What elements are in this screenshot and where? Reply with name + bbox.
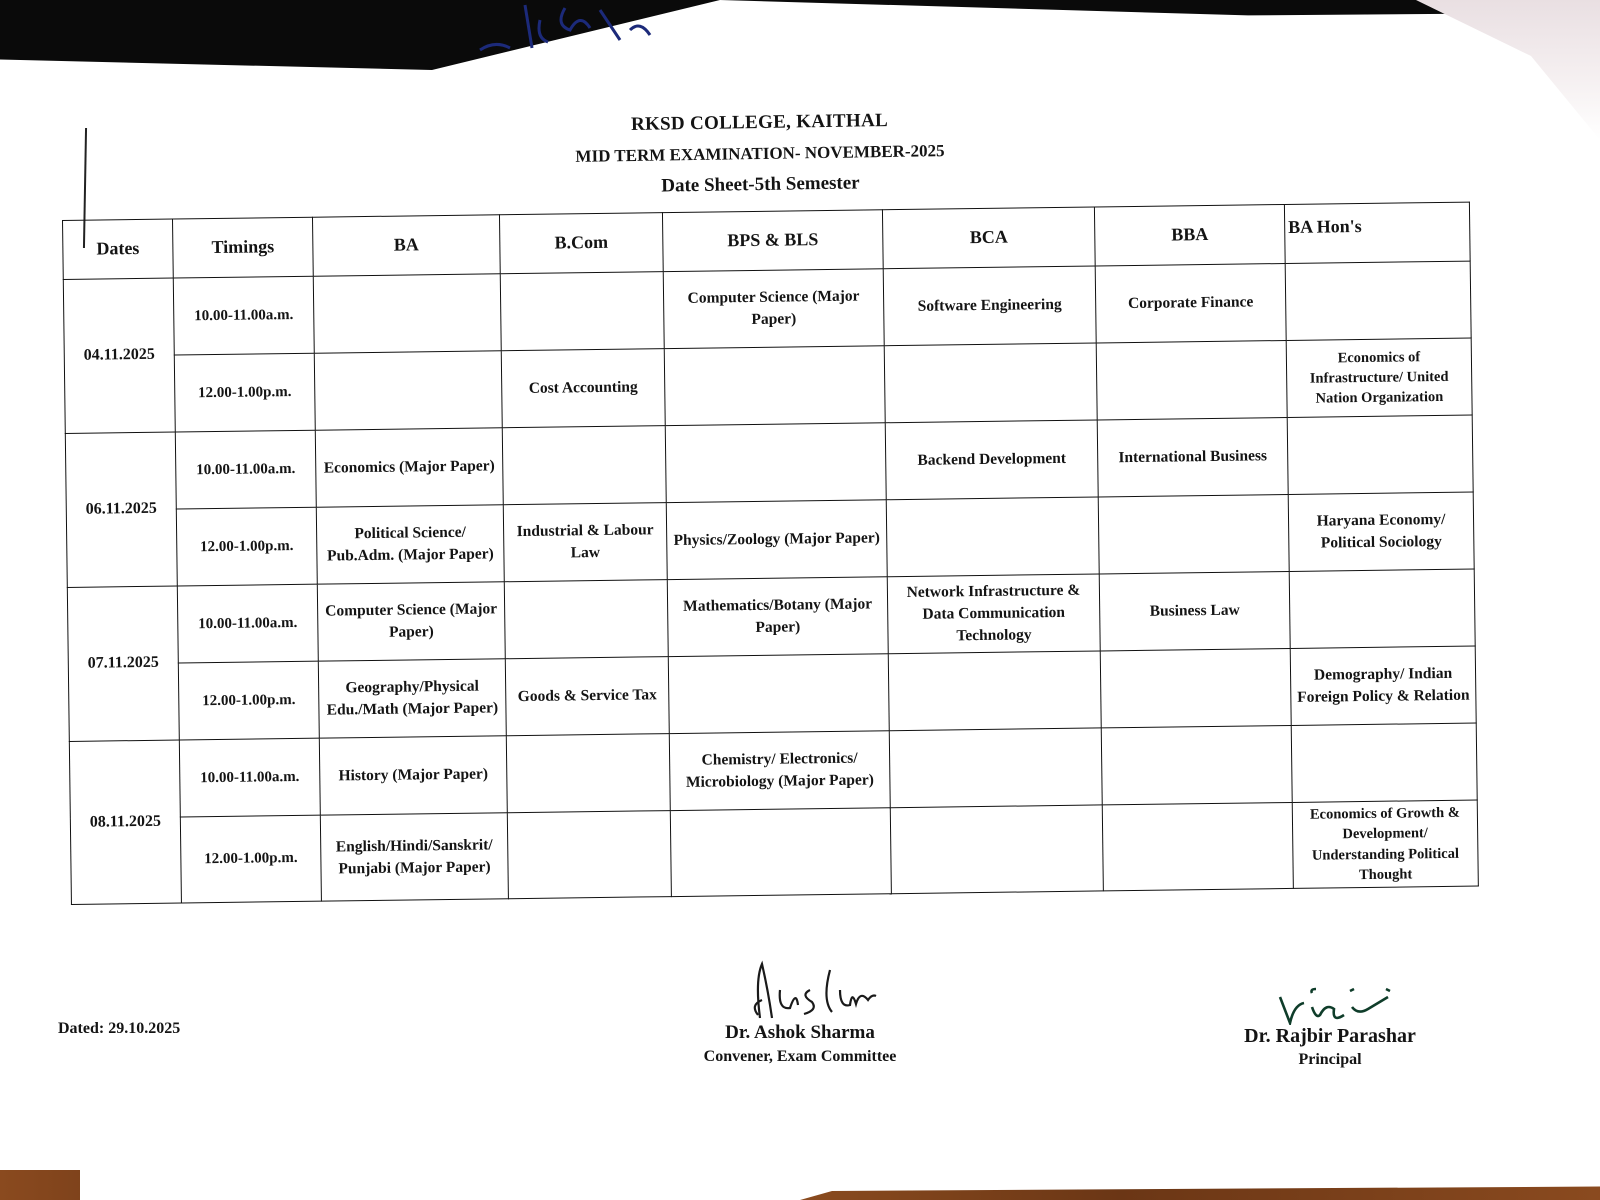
document-header xyxy=(539,109,980,200)
ba-cell: Computer Science (Major Paper) xyxy=(317,582,505,661)
principal-role: Principal xyxy=(1298,1051,1362,1068)
column-header-bba: BBA xyxy=(1094,204,1285,265)
bps-bls-cell: Physics/Zoology (Major Paper) xyxy=(666,500,887,580)
ba-cell xyxy=(314,351,502,430)
bca-cell xyxy=(888,651,1101,731)
bca-cell xyxy=(886,497,1099,577)
bcom-cell xyxy=(500,272,664,351)
timing-cell: 10.00-11.00a.m. xyxy=(177,584,318,663)
convener-role: Convener, Exam Committee xyxy=(703,1048,897,1065)
bps-bls-cell: Computer Science (Major Paper) xyxy=(663,269,884,349)
bcom-cell xyxy=(502,426,666,505)
convener-name: Dr. Ashok Sharma xyxy=(725,1022,875,1043)
bba-cell xyxy=(1100,648,1291,727)
bcom-cell: Industrial & Labour Law xyxy=(503,503,667,582)
principal-name: Dr. Rajbir Parashar xyxy=(1244,1025,1416,1047)
timing-cell: 12.00-1.00p.m. xyxy=(178,661,319,740)
convener-signature-block xyxy=(680,960,920,1066)
timing-cell: 10.00-11.00a.m. xyxy=(173,276,314,355)
timing-cell: 12.00-1.00p.m. xyxy=(176,507,317,586)
issue-date: Dated: 29.10.2025 xyxy=(58,1020,181,1037)
bba-cell: Business Law xyxy=(1099,571,1290,650)
date-cell: 06.11.2025 xyxy=(65,432,177,587)
bps-bls-cell xyxy=(668,654,889,734)
table-row xyxy=(70,800,1478,905)
ba-cell: History (Major Paper) xyxy=(319,736,507,815)
bba-cell xyxy=(1102,802,1293,891)
ba-cell: Political Science/ Pub.Adm. (Major Paper) xyxy=(316,505,504,584)
ba-hons-cell xyxy=(1287,415,1473,494)
bba-cell: Corporate Finance xyxy=(1095,263,1286,342)
ba-hons-cell xyxy=(1285,261,1471,340)
ba-cell: Economics (Major Paper) xyxy=(315,428,503,507)
sheet-subtitle: Date Sheet-5th Semester xyxy=(661,172,860,197)
bps-bls-cell: Chemistry/ Electronics/ Microbiology (Major Paper) xyxy=(669,731,890,811)
timing-cell: 12.00-1.00p.m. xyxy=(174,353,315,432)
convener-signature-icon xyxy=(700,960,900,1022)
column-header-timings: Timings xyxy=(172,217,313,278)
ba-hons-cell: Economics of Infrastructure/ United Nation Organization xyxy=(1286,338,1472,417)
bcom-cell: Cost Accounting xyxy=(501,349,665,428)
bba-cell xyxy=(1096,340,1287,419)
bcom-cell xyxy=(504,580,668,659)
institution-title: RKSD COLLEGE, KAITHAL xyxy=(630,109,889,136)
date-sheet-table xyxy=(62,202,1479,906)
principal-signature-block xyxy=(1220,985,1440,1069)
bba-cell: International Business xyxy=(1097,417,1288,496)
bca-cell: Backend Development xyxy=(885,420,1098,500)
column-header-bps-bls: BPS & BLS xyxy=(662,210,883,272)
date-cell: 04.11.2025 xyxy=(63,278,175,433)
timing-cell: 10.00-11.00a.m. xyxy=(175,430,316,509)
bps-bls-cell xyxy=(670,808,891,897)
bps-bls-cell xyxy=(665,423,886,503)
bba-cell xyxy=(1098,494,1289,573)
ba-cell: English/Hindi/Sanskrit/ Punjabi (Major Paper) xyxy=(320,813,508,902)
bca-cell: Software Engineering xyxy=(883,266,1096,346)
date-sheet-table-container xyxy=(62,202,1479,906)
ba-hons-cell: Economics of Growth & Development/ Understanding Political Thought xyxy=(1292,800,1478,889)
date-cell: 08.11.2025 xyxy=(69,740,181,905)
ba-hons-cell: Demography/ Indian Foreign Policy & Relation xyxy=(1290,646,1476,725)
column-header-bca: BCA xyxy=(882,207,1095,269)
bba-cell xyxy=(1101,725,1292,804)
ba-cell xyxy=(313,274,501,353)
column-header-dates: Dates xyxy=(63,219,174,279)
bcom-cell: Goods & Service Tax xyxy=(505,657,669,736)
bps-bls-cell xyxy=(664,346,885,426)
column-header-ba-hons: BA Hon's xyxy=(1284,202,1470,263)
ba-hons-cell: Haryana Economy/ Political Sociology xyxy=(1288,492,1474,571)
bps-bls-cell: Mathematics/Botany (Major Paper) xyxy=(667,577,888,657)
column-header-ba: BA xyxy=(312,215,500,276)
principal-signature-icon xyxy=(1260,985,1400,1025)
timing-cell: 12.00-1.00p.m. xyxy=(180,815,321,903)
bcom-cell xyxy=(507,811,671,899)
column-header-bcom: B.Com xyxy=(499,213,663,274)
date-cell: 07.11.2025 xyxy=(67,586,179,741)
ba-cell: Geography/Physical Edu./Math (Major Paper) xyxy=(318,659,506,738)
ba-hons-cell xyxy=(1289,569,1475,648)
bca-cell xyxy=(890,805,1103,894)
timing-cell: 10.00-11.00a.m. xyxy=(179,738,320,817)
ba-hons-cell xyxy=(1291,723,1477,802)
bcom-cell xyxy=(506,734,670,813)
bca-cell xyxy=(889,728,1102,808)
exam-title: MID TERM EXAMINATION- NOVEMBER-2025 xyxy=(575,141,945,166)
bca-cell: Network Infrastructure & Data Communication Technology xyxy=(887,574,1100,654)
bca-cell xyxy=(884,343,1097,423)
